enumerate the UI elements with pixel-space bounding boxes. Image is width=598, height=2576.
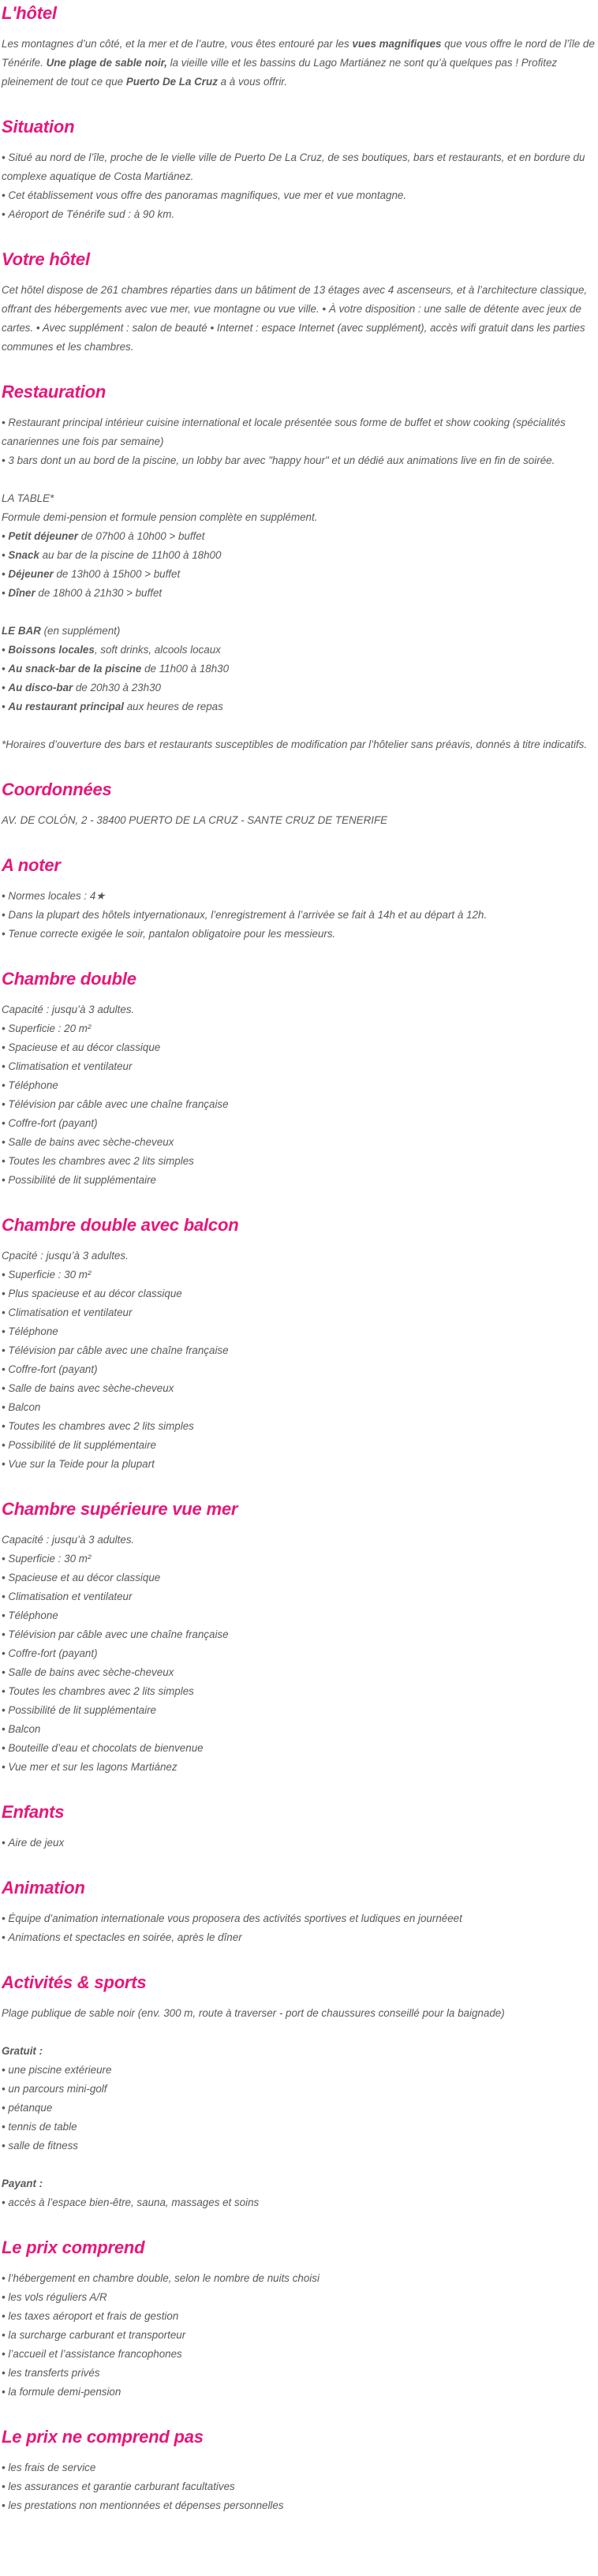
hotel-intro-bold: Puerto De La Cruz — [125, 76, 218, 88]
bar-name: Au restaurant principal — [8, 701, 125, 712]
meal-name: Snack — [8, 549, 39, 561]
bar-hours: , soft drinks, alcools locaux — [94, 644, 221, 656]
list-item: • Coffre-fort (payant) — [2, 1644, 596, 1663]
list-item: • Bouteille d’eau et chocolats de bienvenue — [2, 1739, 596, 1758]
section-title-hotel: L'hôtel — [2, 3, 57, 23]
section-title-chambre-double: Chambre double — [2, 969, 136, 989]
table-heading: LA TABLE* — [2, 492, 54, 504]
hotel-intro-part: la vieille ville et les bassins du Lago Martiánez ne sont qu’à quelques pas ! Profitez pleinement de tout ce que — [2, 57, 558, 88]
room-features-list — [2, 1019, 596, 1190]
list-item: • Téléphone — [2, 1606, 596, 1625]
list-item: • Téléphone — [2, 1322, 596, 1341]
list-item: • les frais de service — [2, 2458, 596, 2477]
list-item: • Salle de bains avec sèche-cheveux — [2, 1133, 596, 1152]
list-item: • Spacieuse et au décor classique — [2, 1568, 596, 1587]
bar-heading-label: LE BAR — [2, 625, 41, 637]
list-item: • Toutes les chambres avec 2 lits simples — [2, 1417, 596, 1436]
list-item: • Salle de bains avec sèche-cheveux — [2, 1663, 596, 1682]
list-item: • Aire de jeux — [2, 1834, 596, 1853]
list-item: • Toutes les chambres avec 2 lits simples — [2, 1152, 596, 1171]
list-item: • Télévision par câble avec une chaîne française — [2, 1095, 596, 1114]
table-subheading: Formule demi-pension et formule pension complète en supplément. — [2, 511, 318, 523]
a-noter-list — [2, 887, 596, 944]
bar-hours: de 11h00 à 18h30 — [141, 663, 230, 675]
list-item: • Spacieuse et au décor classique — [2, 1038, 596, 1057]
list-item: • l’hébergement en chambre double, selon le nombre de nuits choisi — [2, 2269, 596, 2288]
list-item: • Télévision par câble avec une chaîne française — [2, 1625, 596, 1644]
list-item: • Climatisation et ventilateur — [2, 1057, 596, 1076]
hotel-intro-bold: vues magnifiques — [352, 38, 442, 50]
bar-hours: aux heures de repas — [124, 701, 223, 712]
section-title-animation: Animation — [2, 1878, 85, 1897]
list-item: • les taxes aéroport et frais de gestion — [2, 2307, 596, 2326]
list-item: • Plus spacieuse et au décor classique — [2, 1284, 596, 1303]
room-features-list — [2, 1550, 596, 1777]
section-votre-hotel — [2, 248, 596, 357]
bar-name: Au disco-bar — [8, 682, 73, 694]
section-activites — [2, 1971, 596, 2212]
list-item: • Tenue correcte exigée le soir, pantalon obligatoire pour les messieurs. — [2, 925, 596, 944]
meal-name: Petit déjeuner — [8, 530, 78, 542]
hotel-intro-bold: Une plage de sable noir, — [46, 57, 167, 69]
list-item: • un parcours mini-golf — [2, 2080, 596, 2099]
hotel-intro-part: que vous offre le nord de l’île de Ténérife. — [2, 38, 595, 69]
list-item: • pétanque — [2, 2099, 596, 2118]
meal-hours: de 13h00 à 15h00 > buffet — [53, 568, 181, 580]
list-item: • Téléphone — [2, 1076, 596, 1095]
meal-hours: de 07h00 à 10h00 > buffet — [77, 530, 205, 542]
enfants-list — [2, 1834, 596, 1853]
list-item: • Vue mer et sur les lagons Martiánez — [2, 1758, 596, 1777]
list-item: • Superficie : 30 m² — [2, 1550, 596, 1568]
section-title-prix-ne-comprend-pas: Le prix ne comprend pas — [2, 2427, 204, 2447]
list-item: • Climatisation et ventilateur — [2, 1303, 596, 1322]
gratuit-label: Gratuit : — [2, 2045, 43, 2057]
list-item — [2, 527, 596, 546]
list-item: • Normes locales : 4★ — [2, 887, 596, 906]
section-situation — [2, 115, 596, 224]
list-item: • Équipe d’animation internationale vous proposera des activités sportives et ludiques en journéeet — [2, 1909, 596, 1928]
list-item: • Télévision par câble avec une chaîne française — [2, 1341, 596, 1360]
hotel-intro-part: a à vous offrir. — [217, 76, 287, 88]
section-title-prix-comprend: Le prix comprend — [2, 2238, 145, 2257]
section-prix-ne-comprend-pas — [2, 2425, 596, 2515]
list-item: • 3 bars dont un au bord de la piscine, un lobby bar avec "happy hour" et un dédié aux animations live en fin de soirée. — [2, 451, 596, 470]
bar-heading — [2, 622, 596, 641]
list-item: • Coffre-fort (payant) — [2, 1114, 596, 1133]
list-item — [2, 565, 596, 584]
hotel-intro-text — [2, 35, 596, 92]
section-animation — [2, 1876, 596, 1947]
meal-hours: au bar de la piscine de 11h00 à 18h00 — [39, 549, 222, 561]
list-item — [2, 697, 596, 716]
list-item: • Superficie : 20 m² — [2, 1019, 596, 1038]
room-capacity: Capacité : jusqu’à 3 adultes. — [2, 1004, 135, 1015]
list-item — [2, 679, 596, 697]
section-prix-comprend — [2, 2236, 596, 2402]
section-coordonnees — [2, 778, 596, 830]
situation-list — [2, 148, 596, 224]
list-item — [2, 660, 596, 679]
section-title-activites: Activités & sports — [2, 1972, 147, 1992]
section-title-restauration: Restauration — [2, 382, 107, 402]
room-capacity: Cpacité : jusqu’à 3 adultes. — [2, 1250, 129, 1262]
list-item: • Cet établissement vous offre des panoramas magnifiques, vue mer et vue montagne. — [2, 186, 596, 205]
list-item: • Animations et spectacles en soirée, après le dîner — [2, 1928, 596, 1947]
list-item: • la formule demi-pension — [2, 2383, 596, 2402]
section-chambre-double-balcon — [2, 1213, 596, 1474]
list-item: • Climatisation et ventilateur — [2, 1587, 596, 1606]
list-item: • Balcon — [2, 1720, 596, 1739]
list-item — [2, 641, 596, 660]
payant-list — [2, 2193, 596, 2212]
section-hotel — [2, 2, 596, 92]
section-title-votre-hotel: Votre hôtel — [2, 249, 90, 269]
section-title-chambre-superieure: Chambre supérieure vue mer — [2, 1499, 238, 1519]
list-item: • Coffre-fort (payant) — [2, 1360, 596, 1379]
list-item: • accès à l’espace bien-être, sauna, massages et soins — [2, 2193, 596, 2212]
list-item: • les transferts privés — [2, 2364, 596, 2383]
list-item: • Possibilité de lit supplémentaire — [2, 1171, 596, 1190]
list-item: • les prestations non mentionnées et dépenses personnelles — [2, 2496, 596, 2515]
section-restauration — [2, 380, 596, 754]
restauration-footnote: *Horaires d’ouverture des bars et restaurants susceptibles de modification par l’hôtelier sans préavis, donnés à titre indicatifs. — [2, 738, 588, 750]
list-item: • les assurances et garantie carburant facultatives — [2, 2477, 596, 2496]
bar-hours: de 20h30 à 23h30 — [73, 682, 161, 694]
list-item — [2, 584, 596, 603]
list-item — [2, 546, 596, 565]
list-item: • une piscine extérieure — [2, 2061, 596, 2080]
meal-name: Déjeuner — [8, 568, 54, 580]
gratuit-list — [2, 2061, 596, 2155]
section-title-coordonnees: Coordonnées — [2, 780, 112, 799]
section-chambre-superieure — [2, 1497, 596, 1777]
room-capacity: Capacité : jusqu’à 3 adultes. — [2, 1534, 135, 1546]
votre-hotel-text: Cet hôtel dispose de 261 chambres réparties dans un bâtiment de 13 étages avec 4 ascenseurs, et à l’architecture classique, offrant des hébergements avec vue mer, vue montagne ou vue ville. • À votre disposition : une salle de détente avec jeux de cartes. • Avec supplément : salon de beauté • Internet : espace Internet (avec supplément), accès wifi gratuit dans les parties communes et les chambres. — [2, 284, 588, 353]
list-item: • tennis de table — [2, 2118, 596, 2137]
list-item: • Restaurant principal intérieur cuisine international et locale présentée sous forme de buffet et show cooking (spécialités canariennes une fois par semaine) — [2, 413, 596, 451]
section-title-enfants: Enfants — [2, 1802, 65, 1822]
section-chambre-double — [2, 967, 596, 1190]
prix-ne-comprend-pas-list — [2, 2458, 596, 2515]
restauration-intro-list — [2, 413, 596, 470]
payant-label: Payant : — [2, 2178, 43, 2189]
list-item: • Situé au nord de l’île, proche de le vielle ville de Puerto De La Cruz, de ses boutiques, bars et restaurants, et en bordure du complexe aquatique de Costa Martiánez. — [2, 148, 596, 186]
meal-name: Dîner — [8, 587, 36, 599]
section-title-situation: Situation — [2, 117, 75, 136]
list-item: • salle de fitness — [2, 2137, 596, 2155]
list-item: • Toutes les chambres avec 2 lits simples — [2, 1682, 596, 1701]
bar-heading-note: (en supplément) — [40, 625, 121, 637]
list-item: • Balcon — [2, 1398, 596, 1417]
bars-list — [2, 641, 596, 716]
section-title-a-noter: A noter — [2, 855, 61, 875]
activites-intro: Plage publique de sable noir (env. 300 m, route à traverser - port de chaussures conseillé pour la baignade) — [2, 2007, 505, 2019]
list-item: • Salle de bains avec sèche-cheveux — [2, 1379, 596, 1398]
list-item: • Dans la plupart des hôtels intyernationaux, l’enregistrement à l’arrivée se fait à 14h et au départ à 12h. — [2, 906, 596, 925]
room-features-list — [2, 1266, 596, 1474]
list-item: • les vols réguliers A/R — [2, 2288, 596, 2307]
section-enfants — [2, 1800, 596, 1853]
list-item: • Superficie : 30 m² — [2, 1266, 596, 1284]
address-text: AV. DE COLÓN, 2 - 38400 PUERTO DE LA CRUZ - SANTE CRUZ DE TENERIFE — [2, 814, 388, 826]
bar-name: Boissons locales — [8, 644, 95, 656]
list-item: • Possibilité de lit supplémentaire — [2, 1436, 596, 1455]
prix-comprend-list — [2, 2269, 596, 2402]
section-a-noter — [2, 854, 596, 944]
list-item: • Aéroport de Ténérife sud : à 90 km. — [2, 205, 596, 224]
list-item: • la surcharge carburant et transporteur — [2, 2326, 596, 2345]
hotel-intro-part: Les montagnes d’un côté, et la mer et de l’autre, vous êtes entouré par les — [2, 38, 353, 50]
list-item: • Possibilité de lit supplémentaire — [2, 1701, 596, 1720]
bar-name: Au snack-bar de la piscine — [8, 663, 142, 675]
meal-hours: de 18h00 à 21h30 > buffet — [35, 587, 163, 599]
meals-list — [2, 527, 596, 603]
list-item: • l’accueil et l’assistance francophones — [2, 2345, 596, 2364]
section-title-chambre-double-balcon: Chambre double avec balcon — [2, 1215, 239, 1235]
animation-list — [2, 1909, 596, 1947]
list-item: • Vue sur la Teide pour la plupart — [2, 1455, 596, 1474]
